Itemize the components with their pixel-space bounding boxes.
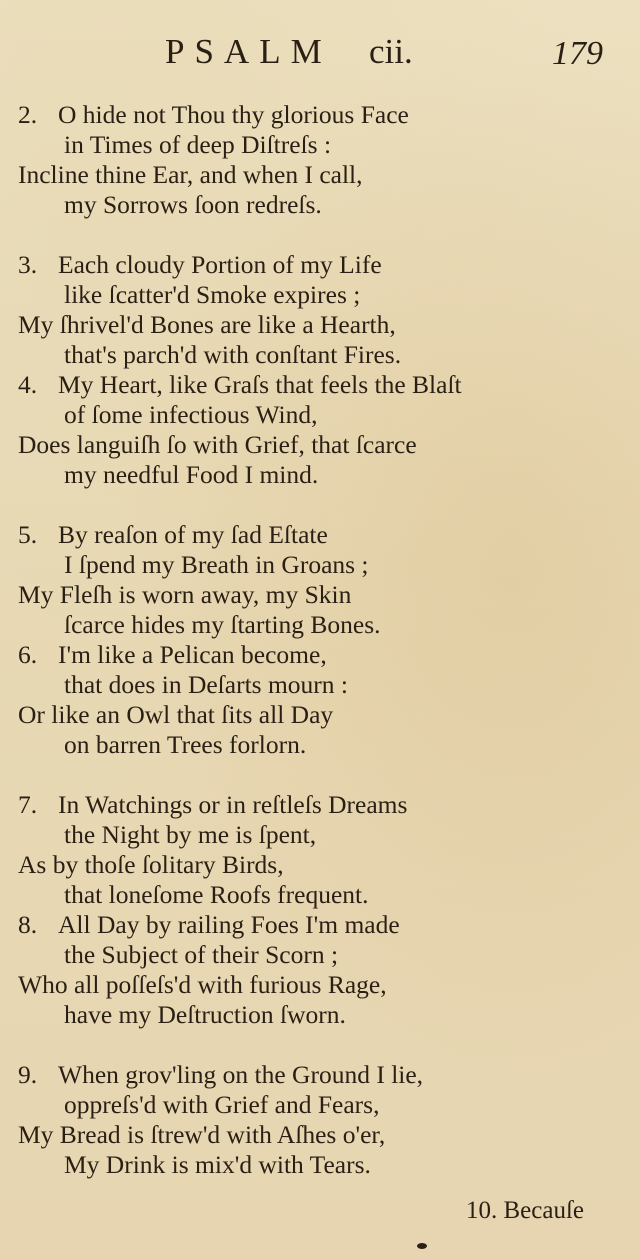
verse-line-text: My Heart, like Graſs that feels the Blaſt bbox=[58, 370, 462, 399]
verse-line bbox=[0, 1000, 640, 1030]
verse bbox=[0, 1060, 640, 1180]
verse-line-text: In Watchings or in reſtleſs Dreams bbox=[58, 790, 408, 819]
verse bbox=[0, 250, 640, 370]
verse-number: 9. bbox=[18, 1060, 38, 1089]
verse-text bbox=[0, 100, 640, 1180]
verse-number: 6. bbox=[18, 640, 38, 669]
verse-line-text: When grov'ling on the Ground I lie, bbox=[58, 1060, 424, 1089]
psalm-number: cii. bbox=[369, 32, 413, 71]
verse-line bbox=[0, 850, 640, 880]
stanza-gap bbox=[0, 760, 640, 790]
verse-line bbox=[0, 100, 640, 130]
verse-number: 4. bbox=[18, 370, 38, 399]
verse-line bbox=[0, 550, 640, 580]
verse-line bbox=[0, 940, 640, 970]
verse-line bbox=[0, 280, 640, 310]
verse-line bbox=[0, 130, 640, 160]
verse-line bbox=[0, 1150, 640, 1180]
verse-line-text: in Times of deep Diſtreſs : bbox=[64, 130, 332, 159]
verse-line-text: oppreſs'd with Grief and Fears, bbox=[64, 1090, 380, 1119]
verse-line-text: Incline thine Ear, and when I call, bbox=[18, 160, 363, 189]
verse-line bbox=[0, 640, 640, 670]
verse-line-text: By reaſon of my ſad Eſtate bbox=[58, 520, 328, 549]
verse bbox=[0, 790, 640, 910]
stanza-gap bbox=[0, 1030, 640, 1060]
verse-number: 7. bbox=[18, 790, 38, 819]
verse-line-text: ſcarce hides my ſtarting Bones. bbox=[64, 610, 381, 639]
verse-line-text: My ſhrivel'd Bones are like a Hearth, bbox=[18, 310, 396, 339]
verse-line-text: O hide not Thou thy glorious Face bbox=[58, 100, 409, 129]
printer-ornament-mark bbox=[417, 1243, 427, 1249]
verse-line-text: My Drink is mix'd with Tears. bbox=[64, 1150, 371, 1179]
verse bbox=[0, 640, 640, 760]
stanza bbox=[0, 250, 640, 490]
verse-line-text: my Sorrows ſoon redreſs. bbox=[64, 190, 322, 219]
verse-line bbox=[0, 160, 640, 190]
verse-line bbox=[0, 880, 640, 910]
verse bbox=[0, 100, 640, 220]
running-header bbox=[0, 30, 640, 80]
verse-line bbox=[0, 520, 640, 550]
verse-line bbox=[0, 820, 640, 850]
verse bbox=[0, 910, 640, 1030]
verse bbox=[0, 370, 640, 490]
verse-line-text: All Day by railing Foes I'm made bbox=[58, 910, 400, 939]
verse-line bbox=[0, 1120, 640, 1150]
verse bbox=[0, 520, 640, 640]
verse-line-text: Does languiſh ſo with Grief, that ſcarce bbox=[18, 430, 417, 459]
verse-line-text: have my Deſtruction ſworn. bbox=[64, 1000, 346, 1029]
verse-line-text: like ſcatter'd Smoke expires ; bbox=[64, 280, 361, 309]
verse-line bbox=[0, 250, 640, 280]
verse-number: 2. bbox=[18, 100, 38, 129]
verse-line-text: I'm like a Pelican become, bbox=[58, 640, 327, 669]
stanza-gap bbox=[0, 490, 640, 520]
verse-line bbox=[0, 190, 640, 220]
verse-line bbox=[0, 460, 640, 490]
verse-line-text: Who all poſſeſs'd with furious Rage, bbox=[18, 970, 387, 999]
verse-line bbox=[0, 370, 640, 400]
verse-line-text: My Fleſh is worn away, my Skin bbox=[18, 580, 352, 609]
page-number: 179 bbox=[552, 35, 603, 72]
verse-line-text: that does in Deſarts mourn : bbox=[64, 670, 348, 699]
stanza bbox=[0, 790, 640, 1030]
verse-line-text: I ſpend my Breath in Groans ; bbox=[64, 550, 369, 579]
verse-line-text: that loneſome Roofs frequent. bbox=[64, 880, 369, 909]
verse-number: 3. bbox=[18, 250, 38, 279]
running-head-title: PSALM bbox=[165, 32, 332, 71]
verse-line-text: my needful Food I mind. bbox=[64, 460, 319, 489]
stanza bbox=[0, 520, 640, 760]
verse-line-text: As by thoſe ſolitary Birds, bbox=[18, 850, 284, 879]
verse-line-text: of ſome infectious Wind, bbox=[64, 400, 318, 429]
verse-line bbox=[0, 910, 640, 940]
verse-line bbox=[0, 1060, 640, 1090]
verse-line bbox=[0, 790, 640, 820]
verse-line bbox=[0, 610, 640, 640]
stanza bbox=[0, 1060, 640, 1180]
verse-line-text: on barren Trees forlorn. bbox=[64, 730, 307, 759]
verse-line bbox=[0, 400, 640, 430]
stanza bbox=[0, 100, 640, 220]
verse-line bbox=[0, 430, 640, 460]
verse-line bbox=[0, 1090, 640, 1120]
verse-number: 8. bbox=[18, 910, 38, 939]
verse-line-text: the Subject of their Scorn ; bbox=[64, 940, 339, 969]
verse-line bbox=[0, 730, 640, 760]
verse-line-text: My Bread is ſtrew'd with Aſhes o'er, bbox=[18, 1120, 386, 1149]
catchword: 10. Becauſe bbox=[466, 1197, 585, 1224]
verse-line bbox=[0, 580, 640, 610]
verse-line-text: Each cloudy Portion of my Life bbox=[58, 250, 382, 279]
verse-line bbox=[0, 340, 640, 370]
verse-line bbox=[0, 700, 640, 730]
verse-line bbox=[0, 670, 640, 700]
verse-line-text: that's parch'd with conſtant Fires. bbox=[64, 340, 402, 369]
verse-number: 5. bbox=[18, 520, 38, 549]
verse-line bbox=[0, 970, 640, 1000]
stanza-gap bbox=[0, 220, 640, 250]
verse-line bbox=[0, 310, 640, 340]
verse-line-text: Or like an Owl that ſits all Day bbox=[18, 700, 334, 729]
verse-line-text: the Night by me is ſpent, bbox=[64, 820, 317, 849]
